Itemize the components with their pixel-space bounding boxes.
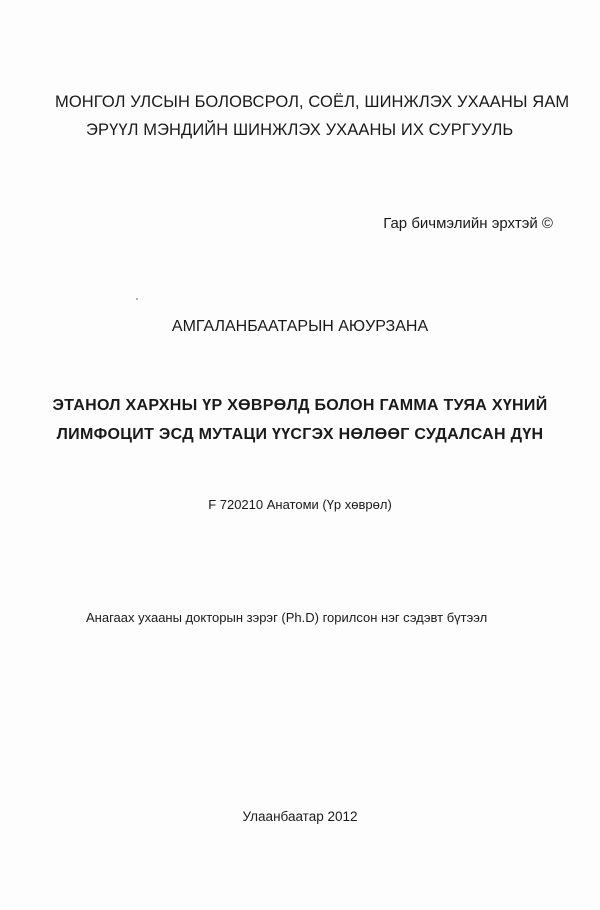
author-name: АМГАЛАНБААТАРЫН АЮУРЗАНА (171, 318, 429, 335)
rights-notice: Гар бичмэлийн эрхтэй © (383, 215, 553, 232)
scan-speck (136, 298, 138, 300)
ministry-heading: МОНГОЛ УЛСЫН БОЛОВСРОЛ, СОЁЛ, ШИНЖЛЭХ УХААНЫ ЯАМ (55, 93, 570, 111)
specialty-code: F 720210 Анатоми (Үр хөврөл) (208, 497, 392, 512)
thesis-title-line-2: ЛИМФОЦИТ ЭСД МУТАЦИ ҮҮСГЭХ НӨЛӨӨГ СУДАЛСАН ДҮН (56, 426, 544, 443)
city-year: Улаанбаатар 2012 (242, 809, 358, 824)
university-heading: ЭРҮҮЛ МЭНДИЙН ШИНЖЛЭХ УХААНЫ ИХ СУРГУУЛЬ (86, 121, 514, 139)
degree-statement: Анагаах ухааны докторын зэрэг (Ph.D) горилсон нэг сэдэвт бүтээл (86, 610, 488, 625)
thesis-title-line-1: ЭТАНОЛ ХАРХНЫ ҮР ХӨВРӨЛД БОЛОН ГАММА ТУЯА ХҮНИЙ (52, 397, 548, 414)
